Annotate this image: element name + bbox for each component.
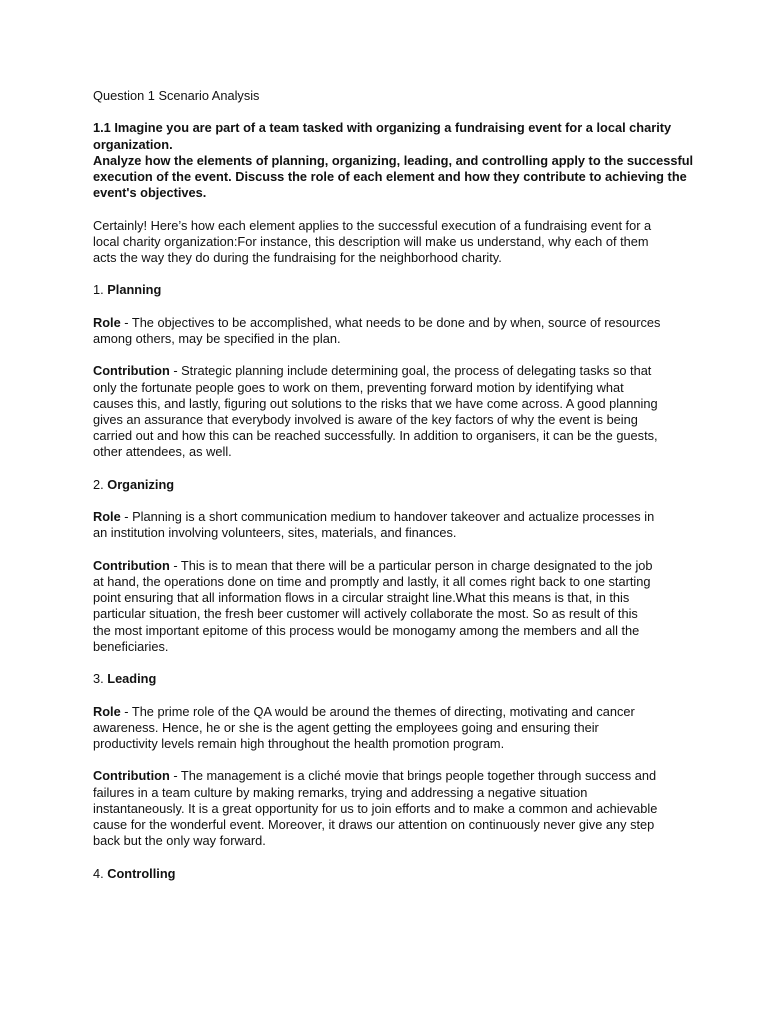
contribution-line: point ensuring that all information flows in a circular straight line.What this means is that, in this bbox=[93, 590, 630, 606]
intro-line: Certainly! Here’s how each element applies to the successful execution of a fundraising event for a bbox=[93, 217, 652, 233]
prompt-line: organization. bbox=[93, 136, 173, 152]
section-number: 3. bbox=[93, 671, 104, 687]
role-paragraph bbox=[93, 509, 682, 541]
section-heading-leading bbox=[93, 671, 682, 687]
intro-line: local charity organization:For instance, this description will make us understand, why each of them bbox=[93, 233, 649, 249]
prompt-line: execution of the event. Discuss the role of each element and how they contribute to achieving the bbox=[93, 169, 687, 184]
section-number: 1. bbox=[93, 282, 104, 298]
section-heading-organizing bbox=[93, 477, 682, 493]
contribution-line: causes this, and lastly, figuring out solutions to the risks that we have come across. A good planning bbox=[93, 395, 658, 411]
spacer bbox=[93, 266, 682, 282]
contribution-line: the most important epitome of this process would be monogamy among the members and all the bbox=[93, 622, 640, 638]
contribution-label: Contribution bbox=[93, 557, 170, 573]
spacer bbox=[93, 347, 682, 363]
spacer bbox=[93, 687, 682, 703]
contribution-line: back but the only way forward. bbox=[93, 833, 266, 849]
spacer bbox=[93, 299, 682, 315]
section-title: Leading bbox=[107, 671, 157, 687]
role-line bbox=[93, 315, 682, 331]
section-title: Planning bbox=[107, 282, 162, 298]
role-line bbox=[93, 704, 682, 720]
contribution-line bbox=[93, 363, 682, 379]
role-line: awareness. Hence, he or she is the agent getting the employees going and ensuring their bbox=[93, 719, 599, 735]
role-text: - The prime role of the QA would be around the themes of directing, motivating and cancer bbox=[120, 703, 635, 719]
contribution-line: carried out and how this can be reached successfully. In addition to organisers, it can be the guests, bbox=[93, 428, 658, 444]
section-heading-controlling bbox=[93, 866, 682, 882]
role-text: - Planning is a short communication medium to handover takeover and actualize processes in bbox=[120, 509, 655, 525]
spacer bbox=[93, 201, 682, 217]
section-title: Organizing bbox=[107, 476, 175, 492]
question-prompt bbox=[93, 120, 694, 201]
role-line: among others, may be specified in the plan. bbox=[93, 330, 341, 346]
contribution-line: only the fortunate people goes to work on them, preventing forward motion by identifying what bbox=[93, 379, 624, 395]
contribution-line: failures in a team culture by making remarks, trying and addressing a negative situation bbox=[93, 784, 588, 800]
contribution-line: other attendees, as well. bbox=[93, 444, 232, 460]
prompt-line: Analyze how the elements of planning, organizing, leading, and controlling apply to the successful bbox=[93, 152, 694, 168]
contribution-paragraph bbox=[93, 768, 682, 849]
section-heading-planning bbox=[93, 282, 682, 298]
contribution-line: beneficiaries. bbox=[93, 638, 169, 654]
spacer bbox=[93, 655, 682, 671]
section-title: Controlling bbox=[107, 865, 176, 881]
role-label: Role bbox=[93, 703, 121, 719]
question-title: Question 1 Scenario Analysis bbox=[93, 88, 260, 103]
contribution-line: particular situation, the fresh beer customer will actively collaborate the most. So as result of this bbox=[93, 606, 638, 622]
contribution-paragraph bbox=[93, 558, 682, 655]
contribution-line: at hand, the operations done on time and promptly and lastly, it all comes right back to one starting bbox=[93, 573, 651, 589]
intro-paragraph bbox=[93, 218, 682, 267]
role-label: Role bbox=[93, 314, 121, 330]
contribution-text: - The management is a cliché movie that brings people together through success and bbox=[169, 768, 657, 784]
role-label: Role bbox=[93, 509, 121, 525]
role-paragraph bbox=[93, 315, 682, 347]
contribution-line: cause for the wonderful event. Moreover, it draws our attention on continuously never give any step bbox=[93, 816, 655, 832]
contribution-label: Contribution bbox=[93, 363, 170, 379]
contribution-line: instantaneously. It is a great opportunity for us to join efforts and to make a common and achievable bbox=[93, 800, 658, 816]
spacer bbox=[93, 461, 682, 477]
role-line bbox=[93, 509, 682, 525]
spacer bbox=[93, 493, 682, 509]
role-line: productivity levels remain high throughout the health promotion program. bbox=[93, 735, 505, 751]
contribution-line bbox=[93, 558, 682, 574]
contribution-label: Contribution bbox=[93, 768, 170, 784]
contribution-text: - Strategic planning include determining goal, the process of delegating tasks so that bbox=[169, 363, 652, 379]
section-number: 2. bbox=[93, 476, 104, 492]
spacer bbox=[93, 542, 682, 558]
role-line: an institution involving volunteers, sites, materials, and finances. bbox=[93, 525, 457, 541]
contribution-line: gives an assurance that everybody involved is aware of the key factors of why the event is being bbox=[93, 411, 638, 427]
contribution-paragraph bbox=[93, 363, 682, 460]
spacer bbox=[93, 849, 682, 865]
section-number: 4. bbox=[93, 865, 104, 881]
intro-line: acts the way they do during the fundraising for the neighborhood charity. bbox=[93, 250, 502, 265]
spacer bbox=[93, 104, 682, 120]
spacer bbox=[93, 752, 682, 768]
role-paragraph bbox=[93, 704, 682, 753]
contribution-text: - This is to mean that there will be a particular person in charge designated to the job bbox=[169, 557, 653, 573]
prompt-line: event's objectives. bbox=[93, 185, 207, 201]
prompt-line: 1.1 Imagine you are part of a team tasked with organizing a fundraising event for a local charity bbox=[93, 120, 672, 136]
contribution-line bbox=[93, 768, 682, 784]
role-text: - The objectives to be accomplished, what needs to be done and by when, source of resources bbox=[120, 314, 661, 330]
